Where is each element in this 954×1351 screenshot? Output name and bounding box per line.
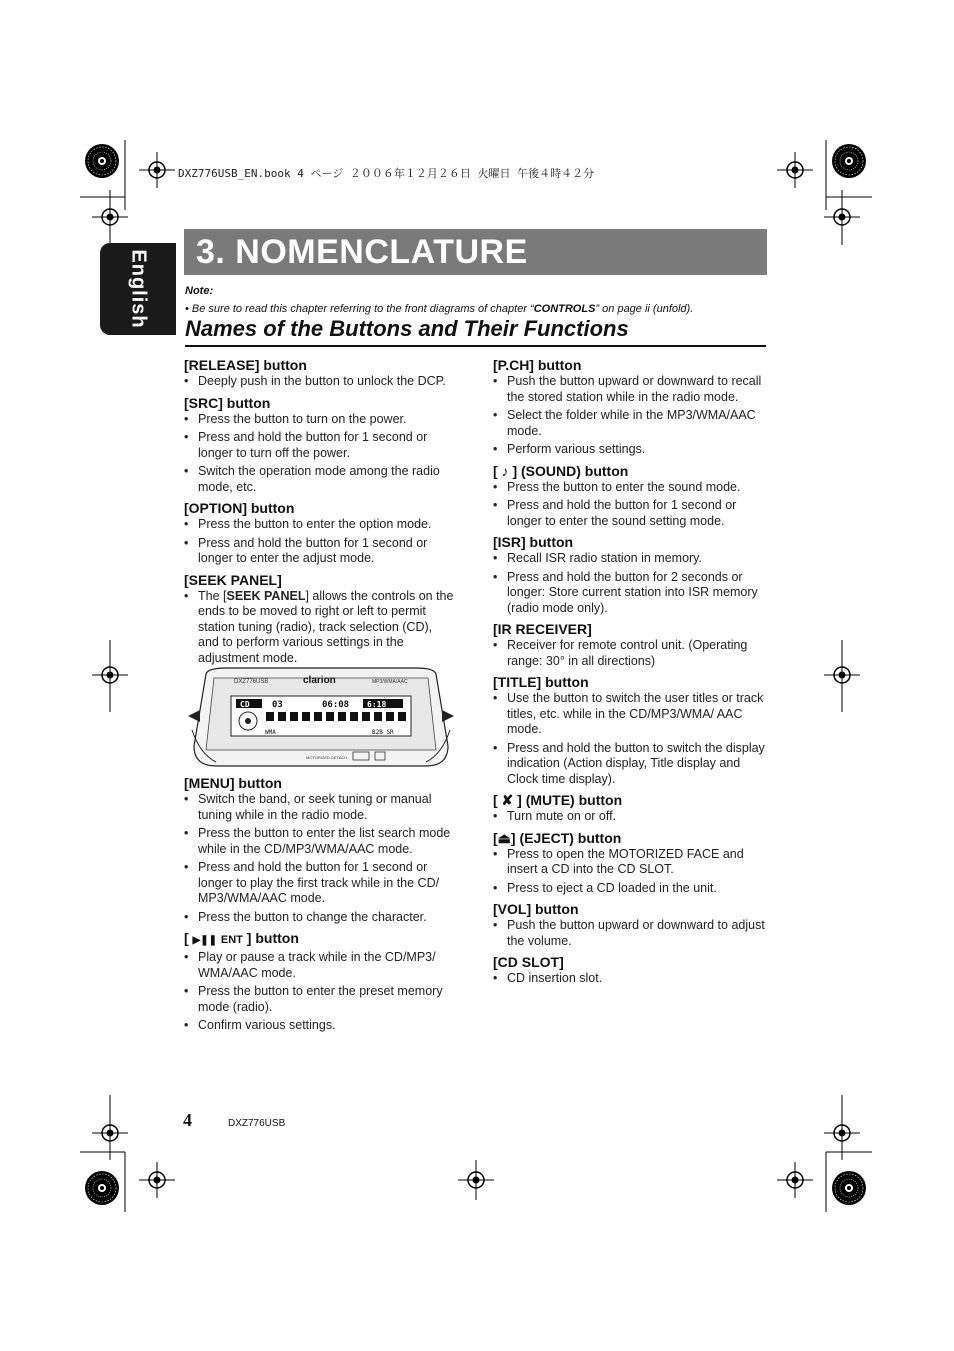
- release-heading: [RELEASE] button: [184, 357, 307, 373]
- list-item: • Press and hold the button for 1 second or longer to turn off the power.: [184, 430, 456, 461]
- note-prefix: • Be sure to read this chapter referring to the front diagrams of chapter “: [185, 303, 534, 315]
- isr-heading: [ISR] button: [493, 534, 574, 550]
- list-item: • Play or pause a track while in the CD/MP3/ WMA/AAC mode.: [184, 950, 456, 981]
- title-block: [493, 673, 765, 787]
- isr-block: [493, 533, 765, 616]
- list-item: • Press and hold the button for 1 second or longer to enter the adjust mode.: [184, 536, 456, 567]
- list-item: • Press to open the MOTORIZED FACE and insert a CD into the CD SLOT.: [493, 847, 765, 878]
- list-item: • Press the button to enter the list search mode while in the CD/MP3/WMA/AAC mode.: [184, 826, 456, 857]
- seek-panel-heading: [SEEK PANEL]: [184, 571, 282, 588]
- pch-block: [493, 356, 765, 458]
- device-bottom-label: MOTORIZED DETACH: [306, 755, 348, 760]
- list-item: • Press and hold the button for 2 seconds or longer: Store current station into ISR memory (radio mode only).: [493, 570, 765, 617]
- note-label: Note:: [185, 285, 214, 297]
- left-column-lower: [184, 774, 456, 1038]
- release-block: [184, 356, 456, 390]
- list-item: • Turn mute on or off.: [493, 809, 765, 825]
- src-heading: [SRC] button: [184, 394, 271, 411]
- cd-slot-block: [493, 953, 765, 987]
- device-time: 06:08: [322, 700, 350, 710]
- mute-heading: [ ✘ ] (MUTE) button: [493, 792, 623, 808]
- device-label: WMA: [265, 729, 276, 736]
- list-item: • Press the button to turn on the power.: [184, 412, 456, 428]
- list-item: • Switch the operation mode among the radio mode, etc.: [184, 464, 456, 495]
- vol-heading: [VOL] button: [493, 901, 579, 917]
- eject-heading: [⏏] (EJECT) button: [493, 829, 622, 846]
- left-column: [184, 356, 456, 670]
- mute-block: [493, 791, 765, 825]
- list-item: • Deeply push in the button to unlock the DCP.: [184, 374, 456, 390]
- file-header: DXZ776USB_EN.book 4 ページ ２００６年１２月２６日 火曜日 午後４時４２分: [178, 167, 595, 180]
- vol-block: [493, 900, 765, 949]
- section-title: Names of the Buttons and Their Functions: [185, 316, 629, 341]
- seek-bold: SEEK PANEL: [226, 588, 306, 603]
- sound-block: [493, 462, 765, 530]
- pch-heading: [P.CH] button: [493, 357, 582, 373]
- list-item: • Press the button to change the character.: [184, 910, 456, 926]
- section-rule: [185, 345, 766, 347]
- footer-model: DXZ776USB: [228, 1118, 286, 1129]
- page-number: 4: [183, 1110, 192, 1130]
- list-item: • Perform various settings.: [493, 442, 765, 458]
- device-model: DXZ776USB: [234, 679, 269, 685]
- src-block: [184, 394, 456, 496]
- menu-block: [184, 774, 456, 925]
- list-item: • CD insertion slot.: [493, 971, 765, 987]
- eject-block: [493, 829, 765, 897]
- ent-heading-post: ] button: [242, 930, 299, 946]
- list-item: • Switch the band, or seek tuning or manual tuning while in the radio mode.: [184, 792, 456, 823]
- language-tab: [100, 243, 176, 335]
- note-text: [185, 303, 693, 315]
- list-item: • Use the button to switch the user titles or track titles, etc. while in the CD/MP3/WMA/ AAC mode.: [493, 691, 765, 738]
- cd-slot-heading: [CD SLOT]: [493, 954, 564, 970]
- list-item: • Receiver for remote control unit. (Operating range: 30° in all directions): [493, 638, 765, 669]
- list-item: • Press and hold the button to switch the display indication (Action display, Title display and Clock time display).: [493, 741, 765, 788]
- seek-post: ] allows the controls on the ends to be moved to right or left to permit station tuning (radio), track selection (CD), and to perform various settings in the adjustment mode.: [198, 588, 454, 665]
- list-item: • Press the button to enter the option mode.: [184, 517, 456, 533]
- right-column: [493, 356, 765, 991]
- list-item: • Push the button upward or downward to recall the stored station while in the radio mode.: [493, 374, 765, 405]
- ir-receiver-block: [493, 620, 765, 669]
- list-item: • Press to eject a CD loaded in the unit.: [493, 881, 765, 897]
- device-track: 03: [272, 700, 283, 710]
- title-heading: [TITLE] button: [493, 674, 589, 690]
- device-brand: clarion: [303, 675, 336, 686]
- device-clock: 6:18: [367, 700, 387, 709]
- seek-panel-text: [184, 589, 456, 667]
- chapter-title-bar: [184, 229, 767, 275]
- ir-receiver-heading: [IR RECEIVER]: [493, 621, 592, 637]
- language-tab-label: English: [127, 249, 150, 329]
- ent-label: ENT: [220, 934, 243, 946]
- svg-text:CD: CD: [240, 700, 250, 709]
- list-item: • Press and hold the button for 1 second or longer to play the first track while in the CD/ MP3/WMA/AAC mode.: [184, 860, 456, 907]
- device-code: B2B SR: [372, 729, 394, 736]
- ent-block: [184, 929, 456, 1034]
- seek-pre: The [: [198, 588, 227, 603]
- list-item: • Press the button to enter the sound mode.: [493, 480, 765, 496]
- option-block: [184, 499, 456, 567]
- list-item: • Select the folder while in the MP3/WMA/AAC mode.: [493, 408, 765, 439]
- seek-panel-block: [184, 571, 456, 667]
- list-item: • Press and hold the button for 1 second or longer to enter the sound setting mode.: [493, 498, 765, 529]
- note-bold: CONTROLS: [533, 303, 596, 315]
- ent-heading-pre: [: [184, 930, 193, 946]
- note-suffix: ” on page ii (unfold).: [595, 303, 694, 315]
- list-item: • Press the button to enter the preset memory mode (radio).: [184, 984, 456, 1015]
- device-format: MP3/WMA/AAC: [372, 679, 408, 685]
- ent-heading: [184, 929, 456, 950]
- option-heading: [OPTION] button: [184, 500, 295, 516]
- list-item: • Recall ISR radio station in memory.: [493, 551, 765, 567]
- list-item: • Push the button upward or downward to adjust the volume.: [493, 918, 765, 949]
- menu-heading: [MENU] button: [184, 775, 282, 791]
- chapter-title: 3. NOMENCLATURE: [196, 233, 528, 271]
- sound-heading: [ ♪ ] (SOUND) button: [493, 462, 629, 479]
- play-pause-icon: ▶❚❚: [192, 935, 218, 946]
- list-item: • Confirm various settings.: [184, 1018, 456, 1034]
- device-front-illustration: [186, 666, 456, 770]
